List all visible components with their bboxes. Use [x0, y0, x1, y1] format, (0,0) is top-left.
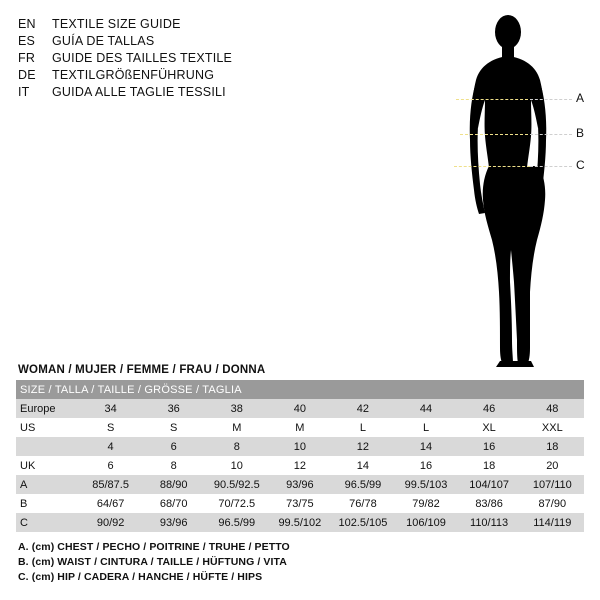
cell: 10 — [268, 437, 331, 456]
silhouette-icon — [430, 8, 590, 368]
cell: 38 — [205, 399, 268, 418]
measure-line-a-body — [456, 99, 528, 100]
cell: 93/96 — [142, 513, 205, 532]
row-label: C — [16, 513, 79, 532]
cell: 73/75 — [268, 494, 331, 513]
measure-label-b: B — [576, 126, 585, 140]
table-caption: WOMAN / MUJER / FEMME / FRAU / DONNA — [18, 364, 266, 376]
title-row — [18, 16, 348, 33]
cell: 93/96 — [268, 475, 331, 494]
table-row — [16, 494, 584, 513]
legend-item-hip: C. (cm) HIP / CADERA / HANCHE / HÜFTE / HIPS — [18, 571, 263, 583]
row-label: A — [16, 475, 79, 494]
cell: M — [205, 418, 268, 437]
cell: 40 — [268, 399, 331, 418]
female-silhouette-figure — [430, 8, 590, 368]
cell: L — [331, 418, 394, 437]
cell: 8 — [205, 437, 268, 456]
title-block — [18, 16, 348, 101]
table-header-row — [16, 380, 584, 399]
table-row — [16, 437, 584, 456]
cell: 36 — [142, 399, 205, 418]
cell: L — [394, 418, 457, 437]
cell: 96.5/99 — [205, 513, 268, 532]
cell: 20 — [521, 456, 584, 475]
cell: 110/113 — [458, 513, 521, 532]
cell: 106/109 — [394, 513, 457, 532]
title-row — [18, 84, 348, 101]
cell: 12 — [331, 437, 394, 456]
row-label: US — [16, 418, 79, 437]
row-label: UK — [16, 456, 79, 475]
cell: 34 — [79, 399, 142, 418]
table-row — [16, 456, 584, 475]
table-row — [16, 418, 584, 437]
cell: S — [79, 418, 142, 437]
cell: 46 — [458, 399, 521, 418]
title-text: GUIDE DES TAILLES TEXTILE — [52, 51, 233, 65]
measure-line-c-extension — [530, 166, 572, 167]
title-text: GUIDA ALLE TAGLIE TESSILI — [52, 85, 226, 99]
measure-line-b-body — [460, 134, 528, 135]
language-code: ES — [18, 34, 36, 48]
cell: 70/72.5 — [205, 494, 268, 513]
title-text: GUÍA DE TALLAS — [52, 34, 155, 48]
cell: 18 — [458, 456, 521, 475]
cell: 114/119 — [521, 513, 584, 532]
row-label: B — [16, 494, 79, 513]
legend-item-waist: B. (cm) WAIST / CINTURA / TAILLE / HÜFTUNG / VITA — [18, 556, 287, 568]
cell: 12 — [268, 456, 331, 475]
cell: 6 — [79, 456, 142, 475]
cell: S — [142, 418, 205, 437]
cell: 99.5/103 — [394, 475, 457, 494]
measure-line-c-body — [454, 166, 530, 167]
cell: 85/87.5 — [79, 475, 142, 494]
language-code: DE — [18, 68, 36, 82]
cell: XXL — [521, 418, 584, 437]
measure-label-a: A — [576, 91, 585, 105]
table-row — [16, 399, 584, 418]
cell: 14 — [331, 456, 394, 475]
cell: 104/107 — [458, 475, 521, 494]
cell: 16 — [458, 437, 521, 456]
cell: 4 — [79, 437, 142, 456]
table-row — [16, 513, 584, 532]
cell: 83/86 — [458, 494, 521, 513]
cell: 8 — [142, 456, 205, 475]
title-row — [18, 67, 348, 84]
cell: XL — [458, 418, 521, 437]
cell: 76/78 — [331, 494, 394, 513]
cell: 102.5/105 — [331, 513, 394, 532]
measure-line-b-extension — [530, 134, 572, 135]
cell: 64/67 — [79, 494, 142, 513]
cell: 16 — [394, 456, 457, 475]
cell: 68/70 — [142, 494, 205, 513]
title-row — [18, 33, 348, 50]
language-code: FR — [18, 51, 36, 65]
table-header-label: SIZE / TALLA / TAILLE / GRÖSSE / TAGLIA — [16, 380, 584, 399]
title-text: TEXTILGRÖßENFÜHRUNG — [52, 68, 215, 82]
table-row — [16, 475, 584, 494]
cell: 90/92 — [79, 513, 142, 532]
cell: 96.5/99 — [331, 475, 394, 494]
title-row — [18, 50, 348, 67]
cell: 90.5/92.5 — [205, 475, 268, 494]
size-table — [16, 380, 584, 532]
size-table-section — [16, 362, 584, 532]
cell: 87/90 — [521, 494, 584, 513]
measurement-legend — [18, 540, 578, 585]
measure-line-a-extension — [530, 99, 572, 100]
cell: 42 — [331, 399, 394, 418]
cell: 107/110 — [521, 475, 584, 494]
cell: 6 — [142, 437, 205, 456]
cell: 18 — [521, 437, 584, 456]
language-code: EN — [18, 17, 36, 31]
title-text: TEXTILE SIZE GUIDE — [52, 17, 181, 31]
language-code: IT — [18, 85, 30, 99]
legend-item-chest: A. (cm) CHEST / PECHO / POITRINE / TRUHE / PETTO — [18, 541, 290, 553]
row-label: Europe — [16, 399, 79, 418]
cell: 99.5/102 — [268, 513, 331, 532]
cell: 44 — [394, 399, 457, 418]
cell: 14 — [394, 437, 457, 456]
cell: 79/82 — [394, 494, 457, 513]
cell: M — [268, 418, 331, 437]
cell: 10 — [205, 456, 268, 475]
row-label — [16, 437, 79, 456]
cell: 88/90 — [142, 475, 205, 494]
cell: 48 — [521, 399, 584, 418]
measure-label-c: C — [576, 158, 585, 172]
